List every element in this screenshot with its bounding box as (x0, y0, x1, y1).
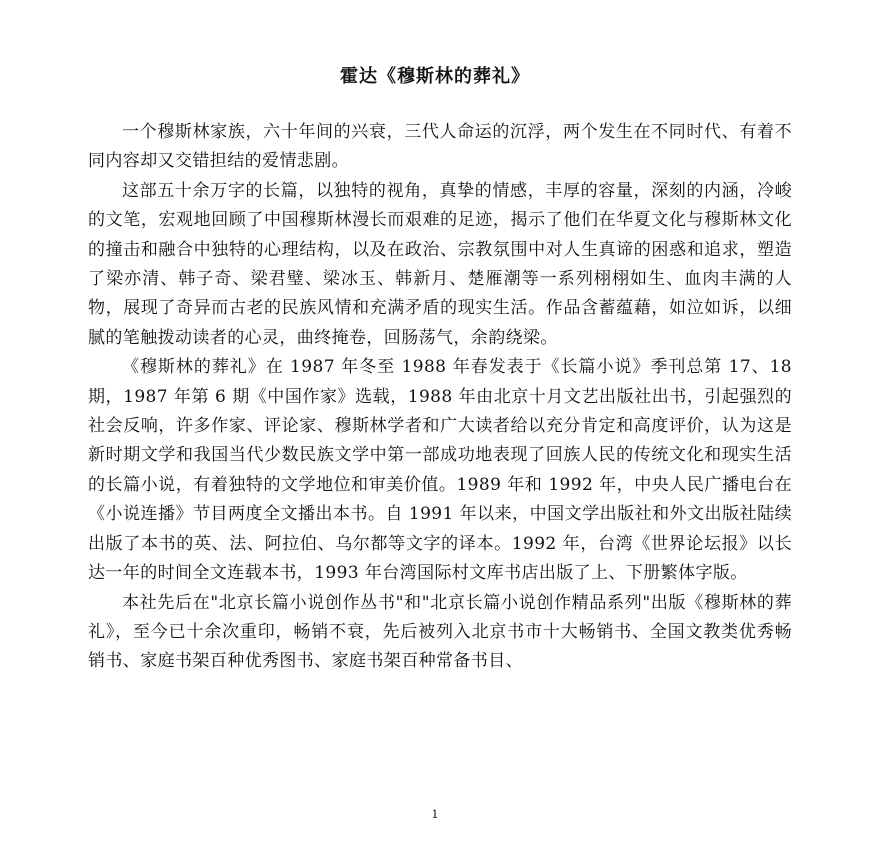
paragraph-1: 一个穆斯林家族，六十年间的兴衰，三代人命运的沉浮，两个发生在不同时代、有着不同内容却又交错担结的爱情悲剧。 (88, 122, 792, 172)
paragraph-4: 本社先后在"北京长篇小说创作丛书"和"北京长篇小说创作精品系列"出版《穆斯林的葬礼》，至今已十余次重印，畅销不衰，先后被列入北京书市十大畅销书、全国文教类优秀畅销书、家庭书架百种优秀图书、家庭书架百种常备书目、 (88, 592, 792, 672)
paragraph-2: 这部五十余万字的长篇，以独特的视角，真挚的情感，丰厚的容量，深刻的内涵，冷峻的文笔，宏观地回顾了中国穆斯林漫长而艰难的足迹，揭示了他们在华夏文化与穆斯林文化的撞击和融合中独特的心理结构，以及在政治、宗教氛围中对人生真谛的困惑和追求，塑造了梁亦清、韩子奇、梁君璧、梁冰玉、韩新月、楚雁潮等一系列栩栩如生、血肉丰满的人物，展现了奇异而古老的民族风情和充满矛盾的现实生活。作品含蓄蕴藉，如泣如诉，以细腻的笔触拨动读者的心灵，曲终掩卷，回肠荡气，余韵绕梁。 (88, 180, 792, 348)
document-title: 霍达《穆斯林的葬礼》 (340, 66, 530, 87)
document-body (88, 118, 792, 677)
page-number: 1 (431, 808, 439, 821)
paragraph-3: 《穆斯林的葬礼》在 1987 年冬至 1988 年春发表于《长篇小说》季刊总第 17、18 期，1987 年第 6 期《中国作家》选载，1988 年由北京十月文艺出版社出书，引起强烈的社会反响，许多作家、评论家、穆斯林学者和广大读者给以充分肯定和高度评价，认为这是新时期文学和我国当代少数民族文学中第一部成功地表现了回族人民的传统文化和现实生活的长篇小说，有着独特的文学地位和审美价值。1989 年和 1992 年，中央人民广播电台在《小说连播》节目两度全文播出本书。自 1991 年以来，中国文学出版社和外文出版社陆续出版了本书的英、法、阿拉伯、乌尔都等文字的译本。1992 年，台湾《世界论坛报》以长达一年的时间全文连载本书，1993 年台湾国际村文库书店出版了上、下册繁体字版。 (88, 357, 792, 584)
